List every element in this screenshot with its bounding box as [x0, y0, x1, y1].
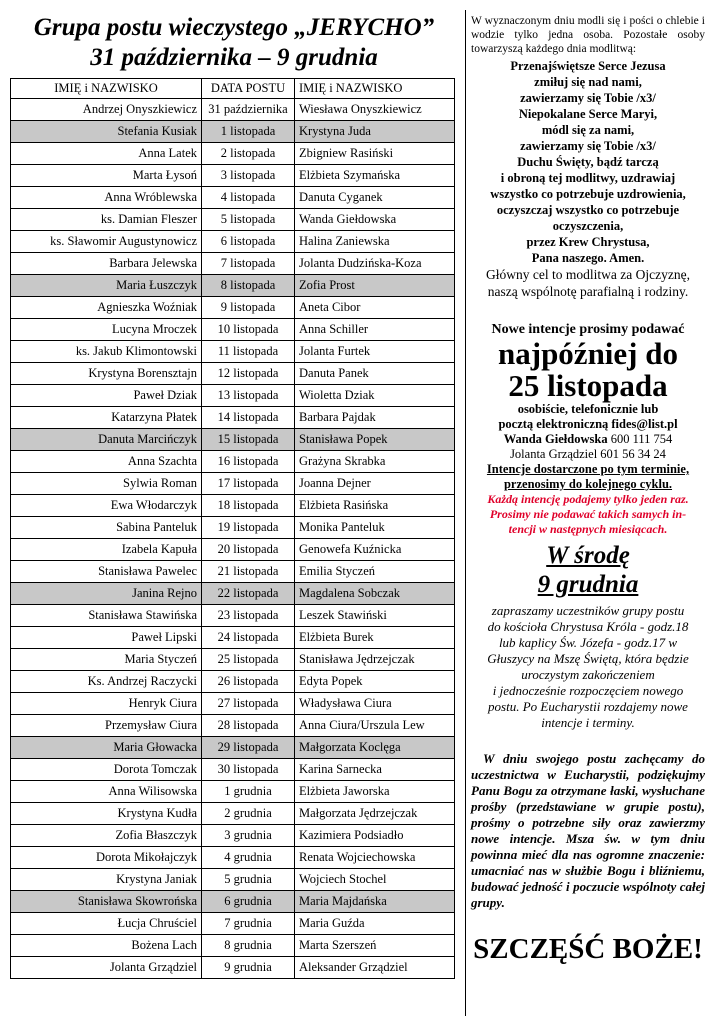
fast-date: 3 grudnia: [202, 825, 295, 847]
person-name: Stanisława Pawelec: [11, 561, 202, 583]
fast-date: 7 grudnia: [202, 913, 295, 935]
partner-name: Stanisława Popek: [295, 429, 455, 451]
person-name: Lucyna Mroczek: [11, 319, 202, 341]
fast-date: 6 listopada: [202, 231, 295, 253]
column-divider: [465, 10, 466, 1016]
prayer-line: módl się za nami,: [541, 123, 635, 137]
person-name: Paweł Lipski: [11, 627, 202, 649]
table-row: [11, 539, 455, 561]
person-name: Krystyna Kudła: [11, 803, 202, 825]
table-row: [11, 957, 455, 979]
fast-date: 24 listopada: [202, 627, 295, 649]
person-name: Maria Łuszczyk: [11, 275, 202, 297]
table-row: [11, 913, 455, 935]
prayer-line: zawierzamy się Tobie /x3/: [520, 91, 656, 105]
contact-person-2: Jolanta Grządziel 601 56 34 24: [510, 447, 666, 461]
person-name: Anna Szachta: [11, 451, 202, 473]
table-row: [11, 209, 455, 231]
fast-date: 1 listopada: [202, 121, 295, 143]
fast-date: 4 listopada: [202, 187, 295, 209]
person-name: Janina Rejno: [11, 583, 202, 605]
table-row: [11, 253, 455, 275]
fast-date: 20 listopada: [202, 539, 295, 561]
partner-name: Barbara Pajdak: [295, 407, 455, 429]
deadline-date: 25 listopada: [508, 368, 668, 403]
fasting-schedule-table: [10, 78, 455, 979]
table-row: [11, 473, 455, 495]
contact-phone-1: 600 111 754: [610, 432, 673, 446]
fast-date: 11 listopada: [202, 341, 295, 363]
partner-name: Grażyna Skrabka: [295, 451, 455, 473]
table-row: [11, 231, 455, 253]
person-name: Ewa Włodarczyk: [11, 495, 202, 517]
person-name: Henryk Ciura: [11, 693, 202, 715]
invitation-line: postu. Po Eucharystii rozdajemy nowe: [488, 699, 688, 714]
invitation-line: intencje i terminy.: [541, 715, 635, 730]
table-row: [11, 143, 455, 165]
table-row: [11, 407, 455, 429]
partner-name: Władysława Ciura: [295, 693, 455, 715]
invitation-line: i jednocześnie rozpoczęciem nowego: [492, 683, 684, 698]
fast-date: 17 listopada: [202, 473, 295, 495]
person-name: Ks. Andrzej Raczycki: [11, 671, 202, 693]
partner-name: Danuta Cyganek: [295, 187, 455, 209]
meeting-day: W środę: [546, 542, 630, 569]
invitation-line: zapraszamy uczestników grupy postu: [491, 603, 685, 618]
partner-name: Wiesława Onyszkiewicz: [295, 99, 455, 121]
table-row: [11, 693, 455, 715]
partner-name: Zofia Prost: [295, 275, 455, 297]
partner-name: Marta Szerszeń: [295, 935, 455, 957]
person-name: ks. Sławomir Augustynowicz: [11, 231, 202, 253]
goal-line: Główny cel to modlitwa za Ojczyznę,: [486, 267, 690, 282]
partner-name: Aneta Cibor: [295, 297, 455, 319]
person-name: Sabina Panteluk: [11, 517, 202, 539]
table-row: [11, 363, 455, 385]
table-row: [11, 891, 455, 913]
fast-date: 1 grudnia: [202, 781, 295, 803]
person-name: Jolanta Grządziel: [11, 957, 202, 979]
meeting-date: 9 grudnia: [537, 571, 639, 598]
contact-methods: osobiście, telefonicznie lub: [517, 402, 659, 416]
contact-name-1: Wanda Giełdowska: [503, 432, 608, 446]
table-row: [11, 935, 455, 957]
fast-date: 8 listopada: [202, 275, 295, 297]
table-row: [11, 781, 455, 803]
partner-name: Anna Schiller: [295, 319, 455, 341]
fast-date: 5 grudnia: [202, 869, 295, 891]
deadline-line-1: najpóźniej do: [498, 336, 678, 371]
table-row: [11, 715, 455, 737]
person-name: Anna Latek: [11, 143, 202, 165]
table-row: [11, 627, 455, 649]
table-row: [11, 297, 455, 319]
person-name: Krystyna Janiak: [11, 869, 202, 891]
person-name: Marta Łysoń: [11, 165, 202, 187]
table-row: [11, 847, 455, 869]
partner-name: Zbigniew Rasiński: [295, 143, 455, 165]
person-name: Krystyna Borensztajn: [11, 363, 202, 385]
fast-date: 4 grudnia: [202, 847, 295, 869]
fast-date: 9 listopada: [202, 297, 295, 319]
table-row: [11, 495, 455, 517]
person-name: Maria Styczeń: [11, 649, 202, 671]
table-body: [11, 99, 455, 979]
fast-date: 9 grudnia: [202, 957, 295, 979]
partner-name: Magdalena Sobczak: [295, 583, 455, 605]
partner-name: Wanda Giełdowska: [295, 209, 455, 231]
fast-date: 14 listopada: [202, 407, 295, 429]
person-name: Przemysław Ciura: [11, 715, 202, 737]
person-name: Barbara Jelewska: [11, 253, 202, 275]
person-name: Maria Głowacka: [11, 737, 202, 759]
table-row: [11, 319, 455, 341]
partner-name: Elżbieta Burek: [295, 627, 455, 649]
table-row: [11, 671, 455, 693]
fast-date: 29 listopada: [202, 737, 295, 759]
partner-name: Wojciech Stochel: [295, 869, 455, 891]
goal-line: naszą wspólnotę parafialną i rodziny.: [487, 284, 689, 299]
person-name: Agnieszka Woźniak: [11, 297, 202, 319]
table-row: [11, 825, 455, 847]
sidebar: [471, 14, 705, 966]
person-name: Andrzej Onyszkiewicz: [11, 99, 202, 121]
person-name: Anna Wilisowska: [11, 781, 202, 803]
column-header-name-2: IMIĘ i NAZWISKO: [295, 79, 455, 99]
partner-name: Anna Ciura/Urszula Lew: [295, 715, 455, 737]
partner-name: Małgorzata Jędrzejczak: [295, 803, 455, 825]
person-name: ks. Damian Fleszer: [11, 209, 202, 231]
person-name: Łucja Chruściel: [11, 913, 202, 935]
invitation-line: lub kaplicy Św. Józefa - godz.17 w: [498, 635, 678, 650]
table-row: [11, 517, 455, 539]
invitation-text: [471, 603, 705, 731]
table-row: [11, 869, 455, 891]
intro-text: W wyznaczonym dniu modli się i pości o chlebie i wodzie tylko jedna osoba. Pozostałe osoby towarzyszą każdego dnia modlitwą:: [471, 15, 705, 55]
table-header-row: [11, 79, 455, 99]
repeat-warning: [471, 492, 705, 537]
prayer-line: i obroną tej modlitwy, uzdrawiaj: [500, 171, 676, 185]
partner-name: Maria Guźda: [295, 913, 455, 935]
invitation-line: uroczystym zakończeniem: [521, 667, 655, 682]
prayer-line: Pana naszego. Amen.: [531, 251, 645, 265]
prayer-line: oczyszczenia,: [552, 219, 624, 233]
fast-date: 5 listopada: [202, 209, 295, 231]
partner-name: Halina Zaniewska: [295, 231, 455, 253]
person-name: Dorota Tomczak: [11, 759, 202, 781]
page-title: Grupa postu wieczystego „JERYCHO”: [33, 14, 435, 41]
fast-date: 21 listopada: [202, 561, 295, 583]
fast-date: 12 listopada: [202, 363, 295, 385]
person-name: Izabela Kapuła: [11, 539, 202, 561]
table-row: [11, 649, 455, 671]
invitation-line: do kościoła Chrystusa Króla - godz.18: [487, 619, 689, 634]
table-row: [11, 121, 455, 143]
fast-date: 22 listopada: [202, 583, 295, 605]
table-row: [11, 341, 455, 363]
fast-date: 18 listopada: [202, 495, 295, 517]
goal-text: [471, 266, 705, 300]
column-header-date: DATA POSTU: [202, 79, 295, 99]
partner-name: Stanisława Jędrzejczak: [295, 649, 455, 671]
partner-name: Danuta Panek: [295, 363, 455, 385]
late-notice-1: Intencje dostarczone po tym terminie,: [486, 462, 690, 476]
table-row: [11, 759, 455, 781]
partner-name: Elżbieta Rasińska: [295, 495, 455, 517]
table-row: [11, 187, 455, 209]
fast-date: 3 listopada: [202, 165, 295, 187]
person-name: Paweł Dziak: [11, 385, 202, 407]
fast-date: 7 listopada: [202, 253, 295, 275]
prayer-line: Niepokalane Serce Maryi,: [518, 107, 658, 121]
fast-date: 2 grudnia: [202, 803, 295, 825]
partner-name: Aleksander Grządziel: [295, 957, 455, 979]
partner-name: Krystyna Juda: [295, 121, 455, 143]
closing-blessing: SZCZĘŚĆ BOŻE!: [473, 933, 703, 965]
partner-name: Kazimiera Podsiadło: [295, 825, 455, 847]
fast-date: 23 listopada: [202, 605, 295, 627]
fast-date: 27 listopada: [202, 693, 295, 715]
prayer-text: [471, 58, 705, 266]
contact-person-1: [471, 432, 705, 447]
partner-name: Wioletta Dziak: [295, 385, 455, 407]
fast-date: 2 listopada: [202, 143, 295, 165]
prayer-line: wszystko co potrzebuje uzdrowienia,: [490, 187, 686, 201]
fast-date: 25 listopada: [202, 649, 295, 671]
prayer-line: Przenajświętsze Serce Jezusa: [510, 59, 666, 73]
contact-email: pocztą elektroniczną fides@list.pl: [498, 417, 678, 431]
partner-name: Jolanta Dudzińska-Koza: [295, 253, 455, 275]
fast-date: 16 listopada: [202, 451, 295, 473]
partner-name: Jolanta Furtek: [295, 341, 455, 363]
partner-name: Karina Sarnecka: [295, 759, 455, 781]
partner-name: Edyta Popek: [295, 671, 455, 693]
person-name: Danuta Marcińczyk: [11, 429, 202, 451]
fast-date: 28 listopada: [202, 715, 295, 737]
table-row: [11, 583, 455, 605]
person-name: Stanisława Stawińska: [11, 605, 202, 627]
table-row: [11, 99, 455, 121]
table-row: [11, 803, 455, 825]
person-name: ks. Jakub Klimontowski: [11, 341, 202, 363]
partner-name: Monika Panteluk: [295, 517, 455, 539]
person-name: Katarzyna Płatek: [11, 407, 202, 429]
fast-date: 30 listopada: [202, 759, 295, 781]
table-row: [11, 275, 455, 297]
page-subtitle-dates: 31 października – 9 grudnia: [90, 44, 378, 71]
partner-name: Maria Majdańska: [295, 891, 455, 913]
table-row: [11, 605, 455, 627]
table-row: [11, 385, 455, 407]
column-header-name-1: IMIĘ i NAZWISKO: [11, 79, 202, 99]
table-row: [11, 451, 455, 473]
invitation-line: Głuszycy na Mszę Świętą, która będzie: [487, 651, 689, 666]
partner-name: Małgorzata Koclęga: [295, 737, 455, 759]
partner-name: Elżbieta Szymańska: [295, 165, 455, 187]
person-name: Sylwia Roman: [11, 473, 202, 495]
table-row: [11, 165, 455, 187]
fast-date: 13 listopada: [202, 385, 295, 407]
person-name: Anna Wróblewska: [11, 187, 202, 209]
fast-date: 26 listopada: [202, 671, 295, 693]
partner-name: Joanna Dejner: [295, 473, 455, 495]
partner-name: Leszek Stawiński: [295, 605, 455, 627]
fast-date: 31 października: [202, 99, 295, 121]
fast-date: 19 listopada: [202, 517, 295, 539]
fast-date: 15 listopada: [202, 429, 295, 451]
person-name: Stanisława Skowrońska: [11, 891, 202, 913]
person-name: Dorota Mikołajczyk: [11, 847, 202, 869]
fast-date: 8 grudnia: [202, 935, 295, 957]
prayer-line: Duchu Święty, bądź tarczą: [517, 155, 659, 169]
fast-date: 6 grudnia: [202, 891, 295, 913]
person-name: Zofia Błaszczyk: [11, 825, 202, 847]
prayer-line: zmiłuj się nad nami,: [534, 75, 642, 89]
fast-date: 10 listopada: [202, 319, 295, 341]
partner-name: Renata Wojciechowska: [295, 847, 455, 869]
prayer-line: oczyszczaj wszystko co potrzebuje: [496, 203, 680, 217]
new-intentions-heading: Nowe intencje prosimy podawać: [491, 322, 685, 337]
warning-line: tencji w następnych miesiącach.: [508, 522, 668, 536]
partner-name: Genowefa Kuźnicka: [295, 539, 455, 561]
partner-name: Elżbieta Jaworska: [295, 781, 455, 803]
person-name: Stefania Kusiak: [11, 121, 202, 143]
prayer-line: przez Krew Chrystusa,: [526, 235, 650, 249]
table-row: [11, 737, 455, 759]
table-row: [11, 429, 455, 451]
table-row: [11, 561, 455, 583]
warning-line: Prosimy nie podawać takich samych in-: [489, 507, 687, 521]
partner-name: Emilia Styczeń: [295, 561, 455, 583]
person-name: Bożena Lach: [11, 935, 202, 957]
warning-line: Każdą intencję podajemy tylko jeden raz.: [487, 492, 689, 506]
appeal-text: W dniu swojego postu zachęcamy do uczestnictwa w Eucharystii, podziękujmy Panu Bogu za otrzymane łaski, wysłuchane prośby (przedstawiane w grupie postu), prośmy o potrzebne siły oraz zawierzmy nowe intencje. Msza św. w tym dniu powinna mieć dla nas ogromne znaczenie: umacniać nas w służbie Bogu i bliźniemu, budować jedność i poczucie wspólnoty całej grupy.: [471, 751, 705, 910]
late-notice-2: przenosimy do kolejnego cyklu.: [503, 477, 673, 491]
prayer-line: zawierzamy się Tobie /x3/: [520, 139, 656, 153]
